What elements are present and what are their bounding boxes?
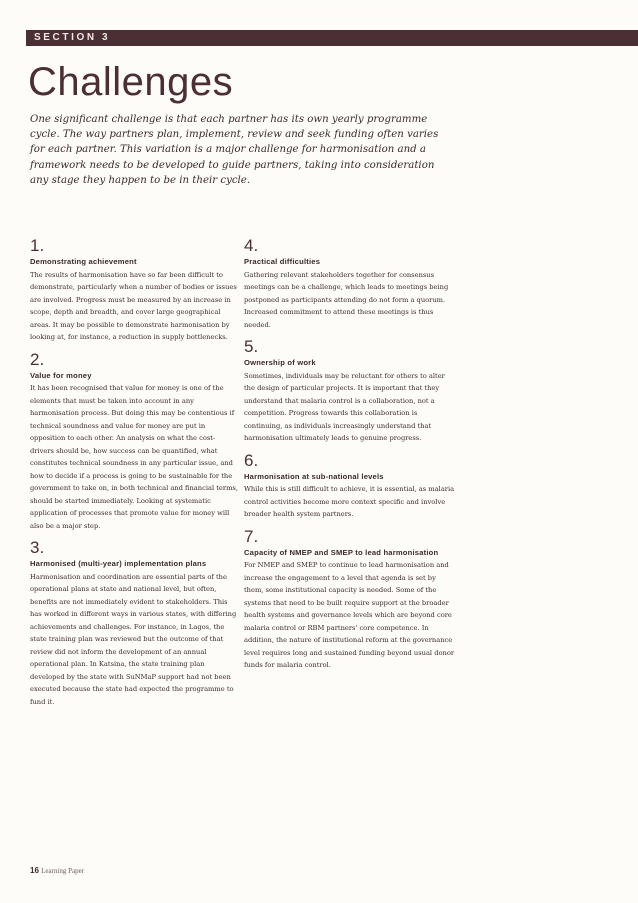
challenge-number: 3. xyxy=(30,538,45,557)
challenge-heading: Harmonised (multi-year) implementation plans xyxy=(30,559,207,568)
challenge-item xyxy=(244,337,456,445)
challenge-text: For NMEP and SMEP to continue to lead harmonisation and increase the engagement to a level that agenda is set by them, some institutional capacity is needed. Some of the systems that need to be built require support at the broader health systems and governance levels which are beyond core malaria control or RBM partners' core competence. In addition, the nature of institutional reform at the governance level requires long and sustained funding beyond usual donor funds for malaria control. xyxy=(244,561,455,669)
intro-paragraph: One significant challenge is that each partner has its own yearly programme cycle. The way partners plan, implement, review and seek funding often varies for each partner. This variation is a major challenge for harmonisation and a framework needs to be developed to guide partners, taking into consideration any stage they happen to be in their cycle. xyxy=(30,114,439,186)
challenge-text: While this is still difficult to achieve, it is essential, as malaria control activities become more context specific and involve broader health system partners. xyxy=(244,485,455,518)
section-banner xyxy=(26,30,638,46)
challenge-heading: Value for money xyxy=(30,370,92,380)
right-column xyxy=(244,236,456,672)
document-name: Learning Paper xyxy=(41,867,85,875)
challenge-number: 4. xyxy=(244,236,259,255)
challenge-number: 5. xyxy=(244,337,259,356)
challenge-item xyxy=(244,527,456,672)
challenge-text: Gathering relevant stakeholders together for consensus meetings can be a challenge, which leads to meetings being postponed as participants attending do not form a quorum. Increased commitment to attend these meetings is thus needed. xyxy=(244,270,449,329)
challenge-heading: Harmonisation at sub-national levels xyxy=(244,471,384,481)
challenge-heading: Demonstrating achievement xyxy=(30,257,137,266)
challenge-text: Sometimes, individuals may be reluctant for others to alter the design of particular projects. It is important that they understand that malaria control is a collaboration, not a competition. Progress towards this collaboration is continuing, as individuals increasingly understand that harmonisation ultimately leads to genuine progress. xyxy=(244,371,445,442)
challenge-text: The results of harmonisation have so far been difficult to demonstrate, particularly when a number of bodies or issues are involved. Progress must be measured by an increase in scope, depth and breadth, and cover large geographical areas. It may be possible to demonstrate harmonisation by looking at, for instance, a reduction in supply bottlenecks. xyxy=(30,270,237,341)
challenge-heading: Practical difficulties xyxy=(244,257,321,266)
page-title: Challenges xyxy=(28,60,234,104)
challenge-heading: Capacity of NMEP and SMEP to lead harmonisation xyxy=(244,547,439,557)
challenge-item xyxy=(30,350,238,533)
challenge-item xyxy=(244,236,456,331)
page-number: 16 xyxy=(30,866,39,875)
challenge-heading: Ownership of work xyxy=(244,358,316,367)
challenge-number: 2. xyxy=(30,349,45,369)
challenge-text: It has been recognised that value for money is one of the elements that must be taken into account in any harmonisation process. But doing this may be contentious if technical soundness and value for money are put in opposition to each other. An analysis on what the cost-drivers should be, how success can be quantified, what constitutes technical soundness in any particular issue, and how to decide if a process is going to be sustainable for the government to take on, in both technical and financial terms, should be started immediately. Looking at systematic application of processes that promote value for money will also be a major step. xyxy=(30,384,238,530)
challenge-number: 1. xyxy=(30,236,45,255)
challenge-text: Harmonisation and coordination are essential parts of the operational plans at state and national level, but often, benefits are not immediately evident to stakeholders. This has worked in different ways in various states, with differing achievements and challenges. For instance, in Lagos, the state training plan was reviewed but the outcome of that review did not inform the development of an annual operational plan. In Katsina, the state training plan developed by the state with SuNMaP support had not been executed because the state had expected the programme to fund it. xyxy=(30,572,237,706)
challenge-item xyxy=(244,451,456,521)
challenge-number: 7. xyxy=(244,526,259,546)
section-label: SECTION 3 xyxy=(34,32,111,43)
challenge-item xyxy=(30,236,238,344)
left-column xyxy=(30,236,238,708)
challenge-number: 6. xyxy=(244,450,259,470)
challenge-item xyxy=(30,538,238,708)
page-footer xyxy=(30,866,84,876)
